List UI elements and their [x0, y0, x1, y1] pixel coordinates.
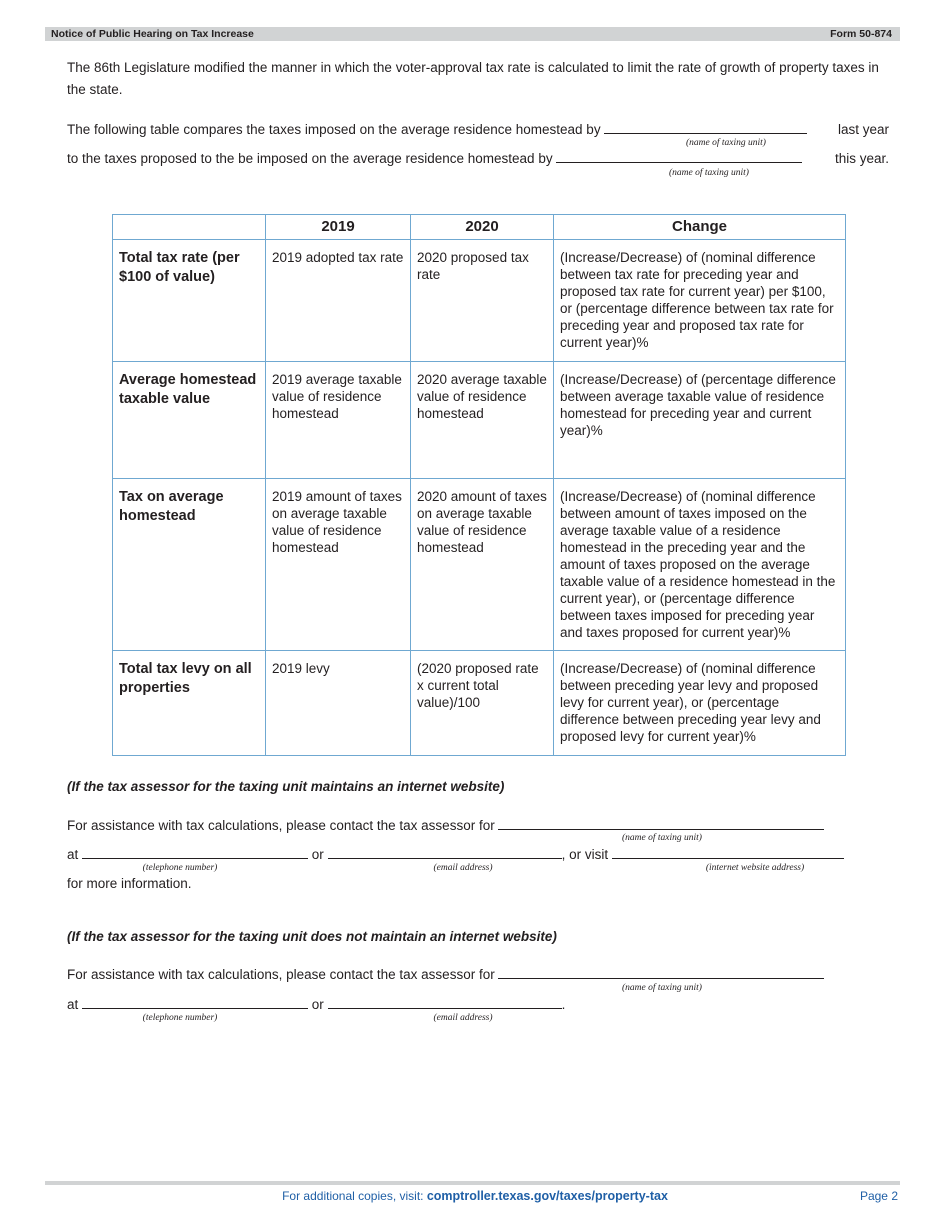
cell-change: (Increase/Decrease) of (nominal difference between tax rate for preceding year and proposed tax rate for current year) per $100, or (percentage difference between tax rate for preceding year and proposed tax rate for current year)% — [554, 240, 846, 362]
nowebsite-contact-line — [67, 966, 824, 983]
compare-line-2-end: this year. — [834, 151, 889, 166]
footer-bar — [45, 1181, 900, 1185]
hint-taxing-unit: (name of taxing unit) — [622, 983, 702, 993]
compare-line-1-end: last year — [837, 122, 889, 137]
table-row — [113, 479, 846, 651]
comparison-table — [112, 214, 846, 756]
cell-2020: 2020 average taxable value of residence homestead — [411, 362, 554, 479]
table-row — [113, 362, 846, 479]
hint-website: (internet website address) — [705, 863, 805, 873]
cell-2019: 2019 levy — [266, 651, 411, 756]
hint-taxing-unit-2: (name of taxing unit) — [669, 168, 749, 178]
at-label: at — [67, 997, 79, 1012]
telephone-field[interactable] — [82, 996, 308, 1009]
nowebsite-at-line — [67, 996, 565, 1013]
hint-telephone: (telephone number) — [142, 1013, 218, 1023]
compare-line-2 — [67, 150, 889, 167]
nowebsite-section-heading: (If the tax assessor for the taxing unit does not maintain an internet website) — [67, 929, 557, 944]
hint-telephone: (telephone number) — [142, 863, 218, 873]
taxing-unit-field-2[interactable] — [556, 150, 802, 163]
table-row — [113, 651, 846, 756]
or-label: or — [311, 847, 324, 862]
visit-label: , or visit — [561, 847, 609, 862]
page-number: Page 2 — [859, 1189, 898, 1203]
form-title: Notice of Public Hearing on Tax Increase — [51, 28, 254, 40]
table-row — [113, 240, 846, 362]
row-label: Total tax rate (per $100 of value) — [113, 240, 266, 362]
website-at-line — [67, 846, 844, 863]
row-label: Total tax levy on all properties — [113, 651, 266, 756]
row-label: Average homestead taxable value — [113, 362, 266, 479]
hint-email: (email address) — [433, 1013, 493, 1023]
footer — [0, 1189, 950, 1203]
header-2020: 2020 — [411, 215, 554, 240]
cell-change: (Increase/Decrease) of (nominal difference between preceding year levy and proposed levy for current year), or (percentage difference between preceding year levy and proposed levy for current year)% — [554, 651, 846, 756]
header-blank — [113, 215, 266, 240]
at-label: at — [67, 847, 79, 862]
form-number: Form 50-874 — [830, 28, 892, 40]
website-contact-text: For assistance with tax calculations, please contact the tax assessor for — [67, 818, 495, 833]
telephone-field[interactable] — [82, 846, 308, 859]
footer-link[interactable]: comptroller.texas.gov/taxes/property-tax — [426, 1189, 668, 1203]
cell-2019: 2019 average taxable value of residence homestead — [266, 362, 411, 479]
row-label: Tax on average homestead — [113, 479, 266, 651]
header-2019: 2019 — [266, 215, 411, 240]
cell-2020: 2020 proposed tax rate — [411, 240, 554, 362]
compare-line-2-text: to the taxes proposed to the be imposed on the average residence homestead by — [67, 151, 553, 166]
cell-2020: (2020 proposed rate x current total value)/100 — [411, 651, 554, 756]
more-info-text: for more information. — [67, 876, 192, 891]
website-field[interactable] — [612, 846, 844, 859]
cell-change: (Increase/Decrease) of (percentage difference between average taxable value of residence homestead for preceding year and current year)% — [554, 362, 846, 479]
compare-line-1-text: The following table compares the taxes imposed on the average residence homestead by — [67, 122, 601, 137]
website-contact-line — [67, 817, 824, 834]
intro-paragraph: The 86th Legislature modified the manner in which the voter-approval tax rate is calculated to limit the rate of growth of property taxes in the state. — [67, 60, 879, 97]
nowebsite-contact-text: For assistance with tax calculations, please contact the tax assessor for — [67, 967, 495, 982]
period: . — [561, 997, 566, 1012]
email-field[interactable] — [328, 996, 562, 1009]
hint-taxing-unit: (name of taxing unit) — [622, 833, 702, 843]
footer-prefix: For additional copies, visit: — [282, 1189, 424, 1203]
header-bar — [45, 27, 900, 41]
cell-change: (Increase/Decrease) of (nominal difference between amount of taxes imposed on the average taxable value of a residence homestead in the preceding year and the amount of taxes proposed on the average taxable value of a residence homestead in the current year), or (percentage difference between taxes imposed for preceding year and taxes proposed for current year)% — [554, 479, 846, 651]
email-field[interactable] — [328, 846, 562, 859]
table-header-row — [113, 215, 846, 240]
compare-line-1 — [67, 121, 889, 138]
or-label: or — [311, 997, 324, 1012]
hint-taxing-unit-1: (name of taxing unit) — [686, 138, 766, 148]
cell-2019: 2019 amount of taxes on average taxable value of residence homestead — [266, 479, 411, 651]
nowebsite-taxing-unit-field[interactable] — [498, 966, 824, 979]
header-change: Change — [554, 215, 846, 240]
website-section-heading: (If the tax assessor for the taxing unit maintains an internet website) — [67, 779, 505, 794]
hint-email: (email address) — [433, 863, 493, 873]
cell-2020: 2020 amount of taxes on average taxable value of residence homestead — [411, 479, 554, 651]
cell-2019: 2019 adopted tax rate — [266, 240, 411, 362]
taxing-unit-field-1[interactable] — [604, 121, 807, 134]
website-taxing-unit-field[interactable] — [498, 817, 824, 830]
